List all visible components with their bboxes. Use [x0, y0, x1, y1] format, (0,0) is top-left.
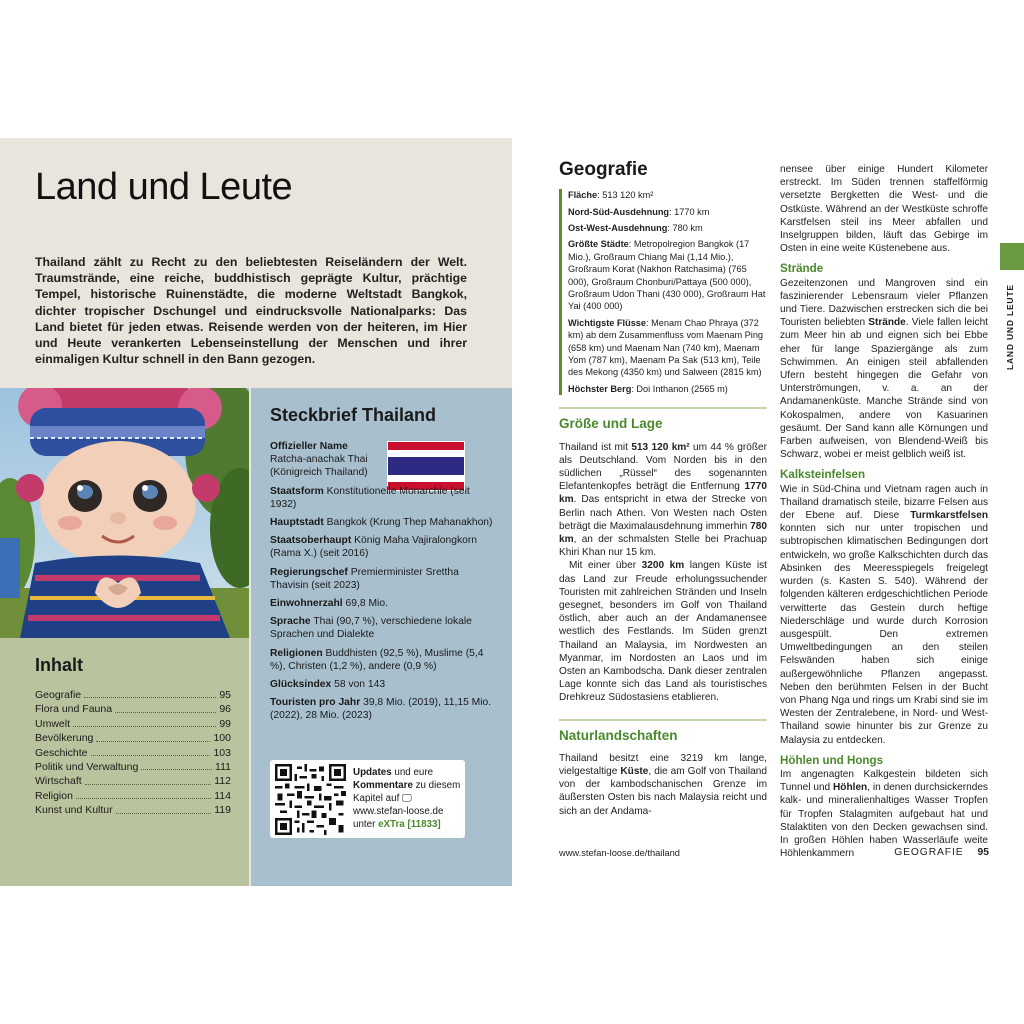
- profile-value: 39,8 Mio. (2019), 11,15 Mio. (2022), 28 Mio. (2023): [270, 697, 492, 722]
- text-run: . Viele fallen leicht zum Meer hin ab und eignen sich bei Ebbe eher für lange Spaziergänge als zum Schwimmen. An einigen steil abfallenden Ufern besteht hingegen die Gefahr von Unterströmungen, v. a. an der Andamanenküste. Manche Strände sind von Kokospalmen, andere von Kasuarinen gesäumt. Der Sand kann alle Körnungen und Farben aufweisen, von Blendend-Weiß bis Schwarz, wobei er meist gelblich weiß ist.: [780, 317, 988, 461]
- fact-row: Wichtigste Flüsse: Menam Chao Phraya (372 km) ab dem Zusammenfluss vom Maenam Ping (658 km) und Maenam Nan (740 km), Maenam Yom (787 km), Maenam Pa Sak (513 km), Teile des Mekong (4350 km) und Salween (2815 km): [568, 317, 764, 378]
- heading-kalksteinfelsen: Kalksteinfelsen: [780, 468, 866, 482]
- toc-leader: [84, 688, 216, 698]
- footer-url[interactable]: www.stefan-loose.de/thailand: [559, 848, 680, 858]
- toc-leader: [141, 760, 212, 770]
- profile-entry: [270, 534, 495, 560]
- heading-straende: Strände: [780, 262, 824, 276]
- profile-entry: [270, 485, 495, 511]
- profile-value: 58 von 143: [334, 679, 386, 691]
- fact-key: Wichtigste Flüsse: [568, 317, 647, 328]
- qr-updates-label: Updates: [353, 767, 392, 778]
- geography-facts: [559, 189, 767, 395]
- fact-key: Ost-West-Ausdehnung: [568, 223, 668, 234]
- qr-text: und eure: [391, 767, 434, 778]
- paragraph: [780, 483, 988, 747]
- profile-entry: [270, 440, 378, 480]
- text-run: langen Küste ist das Land zur Freude erholungssuchender Touristen mit zahlreichen Stränden und Inseln gesegnet, besonders im Golf von Thailand östlich, aber auch an der Andamanensee westlich des Festlands. Im Süden grenzt Thailand an Malaysia, im Nordwesten an Myanmar, im Nordosten an Laos und im Osten an Kambodscha. Dank dieser zentralen Lage konnte sich das Land als touristisches Drehkreuz Südostasiens etablieren.: [559, 560, 767, 704]
- fact-row: Fläche: 513 120 km²: [568, 190, 654, 201]
- text-run: Gezeitenzonen und Mangroven sind ein faszinierender Lebensraum vieler Pflanzen und Tiere. Dazwischen erstrecken sich die bei Touristen beliebten: [780, 277, 988, 329]
- toc-item[interactable]: [35, 803, 231, 817]
- section-title-geografie: Geografie: [559, 159, 648, 180]
- toc-item-page: 112: [214, 775, 231, 788]
- toc-item-page: 103: [213, 746, 231, 759]
- running-footer: [894, 847, 989, 858]
- fact-value: 513 120 km²: [602, 190, 654, 201]
- text-run-bold: Turmkarstfelsen: [910, 510, 988, 522]
- profile-key: Offizieller Name: [270, 441, 348, 452]
- toc-item-label: Flora und Fauna: [35, 703, 113, 716]
- toc-leader: [85, 774, 212, 784]
- heading-hoehlen-und-hongs: Höhlen und Hongs: [780, 753, 884, 767]
- text-column-2: [780, 163, 988, 860]
- paragraph: [559, 752, 767, 818]
- toc-leader: [115, 702, 216, 712]
- toc-item[interactable]: [35, 774, 231, 788]
- fact-value: Doi Inthanon (2565 m): [636, 383, 728, 394]
- chapter-side-label-text: LAND UND LEUTE: [1005, 284, 1015, 370]
- paragraph: nensee über einige Hundert Kilometer erstreckt. Im Süden trennen staffelförmig versetzte Bergketten die West- und die Ostküste. Während an der Westküste schroffe Karstfelsen steil ins Meer abfallen und Inselgruppen bilden, läuft das Gebirge im Osten in eine weite Küstenebene aus.: [780, 164, 988, 255]
- text-run: , in denen durchsickerndes kalk- und mineralienhaltiges Wasser Tropfen für Tropfen Stalagmiten aufgebaut hat und Stalaktiten von den Decken gewachsen sind. In großen Höhlen haben Wasserläufe weite Höhlenkammern: [780, 782, 988, 860]
- toc-leader: [96, 731, 210, 741]
- toc-item[interactable]: [35, 760, 231, 774]
- chapter-tab-marker: [1000, 243, 1024, 270]
- text-run: Thailand besitzt eine 3219 km lange, vielgestaltige: [559, 752, 767, 777]
- text-run: Im angenagten Kalkgestein bildeten sich Tunnel und: [780, 768, 988, 794]
- qr-caption: [353, 766, 463, 831]
- toc-item[interactable]: [35, 746, 231, 760]
- profile-key: Touristen pro Jahr: [270, 697, 361, 709]
- qr-text: www.stefan-loose.de unter: [353, 806, 444, 830]
- paragraph: [559, 559, 767, 704]
- toc-item-page: 111: [215, 761, 231, 774]
- fact-row: Größte Städte: Metropolregion Bangkok (17 Mio.), Großraum Chiang Mai (1,14 Mio.), Großraum Korat (Nakhon Ratchasima) (765 000), Großraum Chonburi/Pattaya (500 000), Großraum Udon Thani (430 000), Großraum Hat Yai (400 000): [568, 239, 766, 312]
- text-run: um 44 % größer als Deutschland. Vom Norden bis in den südlichen „Rüssel“ des sogenannten Elefantenkopfes beträgt die Entfernung: [559, 441, 767, 493]
- chapter-title: Land und Leute: [35, 166, 293, 208]
- toc-item-page: 99: [219, 717, 231, 730]
- fact-value: 1770 km: [674, 206, 710, 217]
- text-run-bold: Küste: [620, 765, 649, 777]
- fact-key: Größte Städte: [568, 239, 629, 250]
- toc-item-page: 114: [214, 789, 231, 802]
- toc-item[interactable]: [35, 717, 231, 731]
- toc-leader: [116, 803, 212, 813]
- toc-leader: [91, 746, 211, 756]
- toc-leader: [73, 717, 216, 727]
- profile-entry: [270, 678, 495, 691]
- toc-item[interactable]: [35, 731, 231, 745]
- text-run-bold: 3200 km: [641, 560, 685, 572]
- chapter-intro: Thailand zählt zu Recht zu den beliebtesten Reiseländern der Welt. Traumstrände, eine reiche, buddhistisch geprägte Kultur, prächtige Tempel, historische Ruinenstädte, die moderne Weltstadt Bangkok, dichter tropischer Dschungel und eindrucksvolle Nationalparks: Das Land bietet für jeden etwas. Reisende werden von der heiteren, im Hier und Heute verankerten Lebenseinstellung der Menschen und ihrer einmaligen Kultur schnell in den Bann gezogen.: [35, 255, 467, 367]
- profile-key: Religionen: [270, 647, 323, 659]
- doll-photo-illustration: [0, 388, 249, 638]
- profile-value: Bangkok (Krung Thep Mahanakhon): [326, 517, 493, 529]
- profile-entry: [270, 566, 495, 592]
- toc-item[interactable]: [35, 702, 231, 716]
- profile-entry: [270, 696, 495, 722]
- book-spread: [0, 138, 1024, 886]
- toc-item-label: Wirtschaft: [35, 775, 82, 788]
- toc-title: Inhalt: [35, 655, 83, 675]
- text-run: , an der schmalsten Stelle bei Prachuap Khiri Khan nur 15 km.: [559, 533, 767, 559]
- paragraph: [559, 441, 767, 560]
- profile-value: Premierminister Srettha Thavisin (seit 2023): [270, 566, 459, 591]
- profile-value: König Maha Vajiralongkorn (Rama X.) (seit 2016): [270, 535, 477, 560]
- page-number: 95: [977, 847, 989, 858]
- profile-key: Sprache: [270, 616, 311, 628]
- qr-comments-label: Kommentare: [353, 780, 413, 791]
- toc-list: [35, 688, 231, 818]
- paragraph: [780, 277, 988, 462]
- fact-value: 780 km: [672, 223, 703, 234]
- text-run: Wie in Süd-China und Vietnam ragen auch in Thailand dramatisch steile, bizarre Felsen aus der Ebene auf. Diese: [780, 483, 988, 522]
- profile-key: Hauptstadt: [270, 517, 324, 529]
- text-run-bold: Strände: [868, 317, 906, 329]
- fact-value: Menam Chao Phraya (372 km) ab dem Zusammenfluss vom Maenam Ping (658 km) und Maenam Nan (740 km), Maenam Yom (787 km), Maenam Pa Sak (513 km), Teile des Mekong (4350 km) und Salween (2815 km): [568, 317, 764, 378]
- toc-item-label: Kunst und Kultur: [35, 804, 113, 817]
- right-page: [512, 138, 1024, 886]
- country-profile-body: [270, 440, 495, 728]
- profile-value: Konstitutionelle Monarchie (seit 1932): [270, 485, 470, 510]
- profile-value: 69,8 Mio.: [345, 598, 388, 610]
- country-profile-title: Steckbrief Thailand: [270, 405, 437, 425]
- doll-photo: [0, 388, 249, 638]
- fact-value: Metropolregion Bangkok (17 Mio.), Großraum Chiang Mai (1,14 Mio.), Großraum Korat (Nakhon Ratchasima) (765 000), Großraum Chonburi/Pattaya (500 000), Großraum Udon Thani (430 000), Großraum Hat Yai (400 000): [568, 239, 766, 312]
- text-run-bold: 1770 km: [559, 481, 767, 506]
- text-run: konnten sich nur unter tropischen und subtropischen klimatischen Bedingungen dort entwickeln, wo große Kalkschichten durch das Absinken des Meeresspiegels freigelegt wurden (s. Kasten S. 540). Während der folgenden kälteren erdgeschichtlichen Periode verwitterte das Gestein durch heftige Niederschläge und wurde durch Korrosion ausgespült. Den extremen Umweltbedingungen an den steilen Felswänden haben sich einige außergewöhnliche Pflanzen angepasst. Neben den berühmten Felsen in der Bucht von Phang Nga und rings um Krabi sind sie im Westen der Zentralebene, in Nord- und West-Thailand sowie hinunter bis zur Grenze zu Malaysia zu entdecken.: [780, 523, 988, 746]
- qr-code[interactable]: [275, 764, 346, 835]
- fact-key: Fläche: [568, 190, 598, 201]
- text-column-1: [559, 159, 767, 818]
- qr-update-box[interactable]: [270, 760, 465, 838]
- heading-naturlandschaften: Naturlandschaften: [559, 719, 767, 742]
- fact-row: Höchster Berg: Doi Inthanon (2565 m): [568, 383, 728, 394]
- profile-key: Staatsoberhaupt: [270, 535, 352, 547]
- profile-key: Staatsform: [270, 485, 324, 497]
- text-run: , die am Golf von Thailand von der kambodschanischen Grenze im äußersten Osten bis nach Malaysia reicht und sich an der Andama-: [559, 765, 767, 817]
- profile-value: Thai (90,7 %), verschiedene lokale Sprachen und Dialekte: [270, 616, 472, 641]
- toc-leader: [76, 789, 211, 799]
- toc-item-label: Religion: [35, 789, 73, 802]
- toc-item-label: Geografie: [35, 689, 82, 701]
- profile-key: Regierungschef: [270, 566, 348, 578]
- toc-item[interactable]: [35, 789, 231, 803]
- toc-item-page: 100: [213, 732, 231, 745]
- profile-entry: [270, 615, 495, 641]
- text-run-bold: 780 km: [559, 520, 767, 545]
- text-run: Mit einer über: [569, 560, 642, 572]
- text-run: . Das entspricht in etwa der Strecke von Berlin nach Athen. Von Westen nach Osten beträgt die Maximalausdehnung immerhin: [559, 494, 767, 532]
- extra-code-link[interactable]: eXTra [11833]: [378, 819, 441, 830]
- text-run-bold: 513 120 km²: [631, 441, 690, 453]
- fact-key: Nord-Süd-Ausdehnung: [568, 206, 670, 217]
- profile-value: Ratcha-anachak Thai (Königreich Thailand): [270, 454, 368, 479]
- text-run-bold: Höhlen: [833, 782, 868, 794]
- toc-item-label: Umwelt: [35, 717, 71, 730]
- fact-row: Nord-Süd-Ausdehnung: 1770 km: [568, 206, 710, 217]
- profile-entry: [270, 516, 495, 529]
- toc-item-label: Geschichte: [35, 746, 88, 759]
- fact-key: Höchster Berg: [568, 383, 632, 394]
- qr-text: zu diesem Kapitel auf: [353, 780, 461, 804]
- fact-row: Ost-West-Ausdehnung: 780 km: [568, 223, 703, 234]
- heading-groesse-und-lage: Größe und Lage: [559, 407, 767, 430]
- toc-item-page: 96: [219, 703, 231, 716]
- profile-key: Einwohnerzahl: [270, 598, 343, 610]
- profile-key: Glücksindex: [270, 679, 332, 691]
- profile-entry: [270, 597, 495, 610]
- footer-section: GEOGRAFIE: [894, 847, 964, 858]
- country-profile-box: [251, 388, 512, 886]
- toc-item-label: Politik und Verwaltung: [35, 761, 139, 774]
- toc-item-page: 95: [219, 689, 231, 701]
- text-run: Thailand ist mit: [559, 441, 632, 453]
- left-page: [0, 138, 512, 886]
- toc-item[interactable]: [35, 688, 231, 702]
- toc-item-label: Bevölkerung: [35, 732, 94, 745]
- table-of-contents: [0, 638, 249, 886]
- monitor-icon: 🖵: [402, 793, 412, 804]
- profile-value: Buddhisten (92,5 %), Muslime (5,4 %), Christen (1,2 %), andere (0,9 %): [270, 647, 484, 672]
- profile-entry: [270, 647, 495, 673]
- toc-item-page: 119: [214, 804, 231, 817]
